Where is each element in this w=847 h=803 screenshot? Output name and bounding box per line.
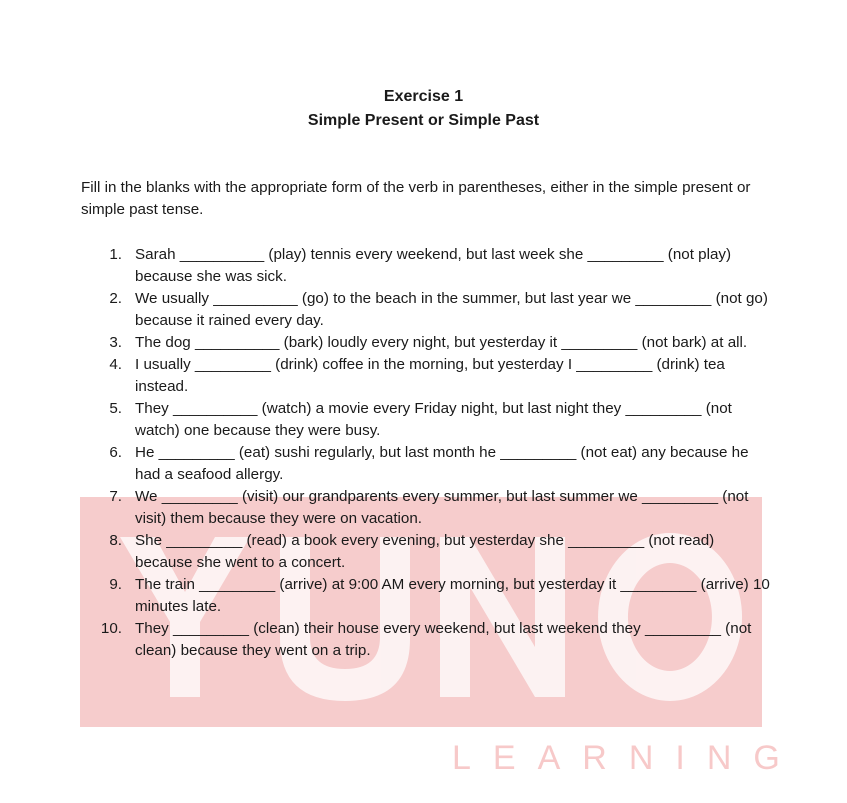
item-number: 9. <box>109 576 122 593</box>
item-text: She _________ (read) a book every evening, but yesterday she _________ (not read) because she went to a concert. <box>135 532 715 571</box>
list-item <box>80 442 770 486</box>
list-item <box>80 398 770 442</box>
exercise-list <box>80 244 770 662</box>
list-item <box>80 288 770 332</box>
item-number: 2. <box>109 290 122 307</box>
item-text: The train _________ (arrive) at 9:00 AM every morning, but yesterday it _________ (arrive) 10 minutes late. <box>135 576 770 615</box>
item-text: We usually __________ (go) to the beach in the summer, but last year we _________ (not go) because it rained every day. <box>135 290 768 329</box>
list-item <box>80 332 770 354</box>
list-item <box>80 574 770 618</box>
instructions-text: Fill in the blanks with the appropriate form of the verb in parentheses, either in the simple present or simple past tense. <box>81 179 751 218</box>
list-item <box>80 354 770 398</box>
page-subtitle: Simple Present or Simple Past <box>307 112 540 129</box>
item-text: He _________ (eat) sushi regularly, but last month he _________ (not eat) any because he had a seafood allergy. <box>135 444 749 483</box>
list-item <box>80 530 770 574</box>
item-number: 4. <box>109 356 122 373</box>
list-item <box>80 244 770 288</box>
item-text: The dog __________ (bark) loudly every night, but yesterday it _________ (not bark) at all. <box>135 334 748 351</box>
item-text: They __________ (watch) a movie every Friday night, but last night they _________ (not watch) one because they were busy. <box>135 400 732 439</box>
page-title: Exercise 1 <box>383 88 464 105</box>
item-number: 6. <box>109 444 122 461</box>
item-text: They _________ (clean) their house every weekend, but last weekend they _________ (not clean) because they went on a trip. <box>135 620 752 659</box>
item-number: 1. <box>109 246 122 263</box>
item-number: 7. <box>109 488 122 505</box>
item-number: 5. <box>109 400 122 417</box>
watermark-tagline: LEARNING <box>452 739 802 777</box>
item-number: 10. <box>100 620 122 637</box>
list-item <box>80 618 770 662</box>
item-text: We _________ (visit) our grandparents every summer, but last summer we _________ (not visit) them because they were on vacation. <box>135 488 749 527</box>
item-number: 3. <box>109 334 122 351</box>
item-text: Sarah __________ (play) tennis every weekend, but last week she _________ (not play) because she was sick. <box>135 246 732 285</box>
item-text: I usually _________ (drink) coffee in the morning, but yesterday I _________ (drink) tea instead. <box>135 356 725 395</box>
list-item <box>80 486 770 530</box>
item-number: 8. <box>109 532 122 549</box>
